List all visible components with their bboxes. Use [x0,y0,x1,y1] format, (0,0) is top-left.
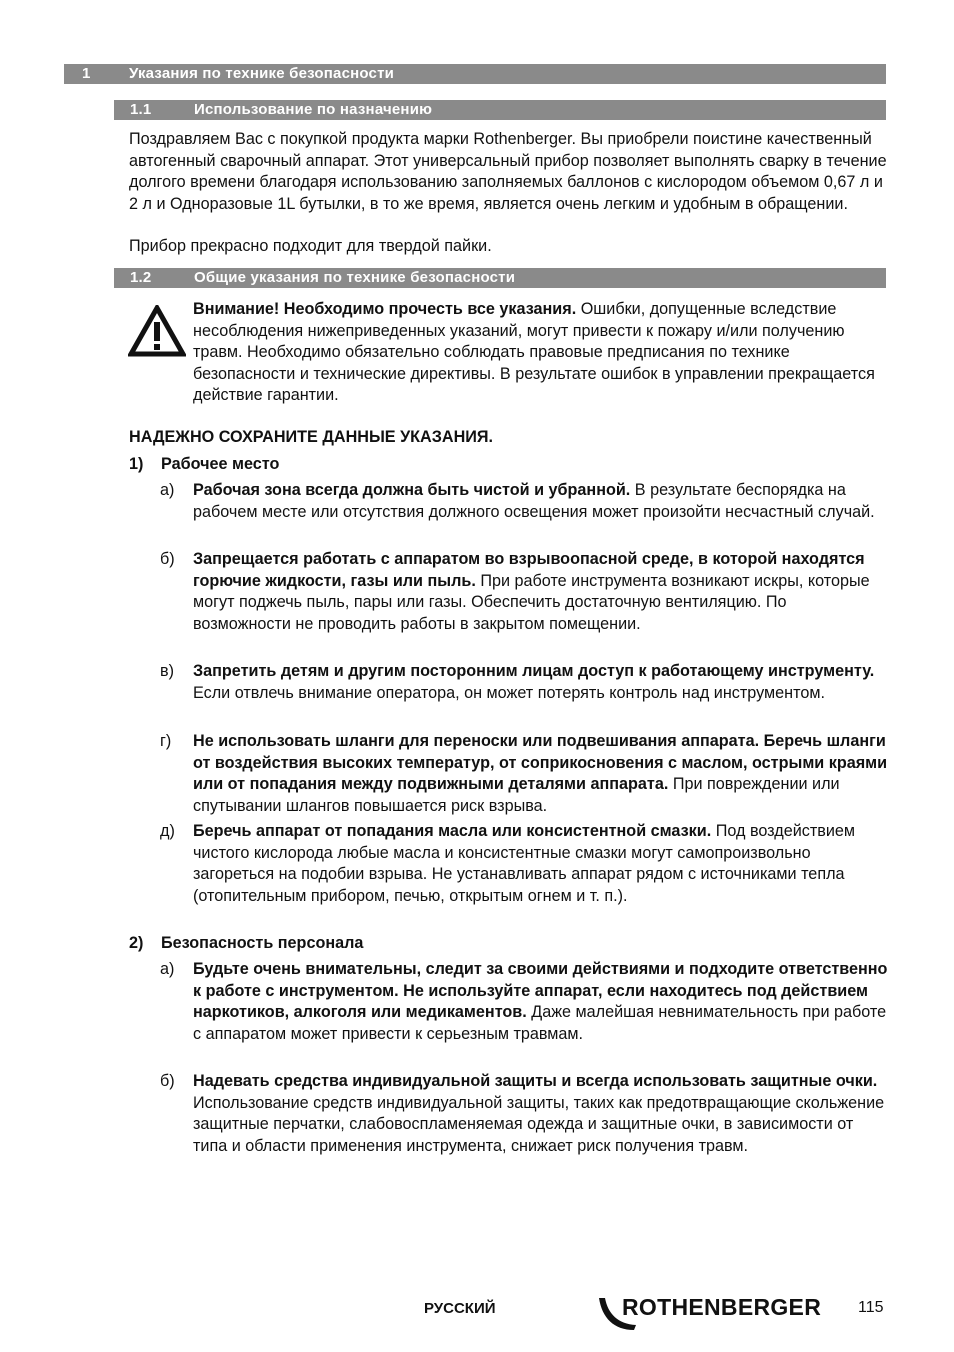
list-item [160,731,888,817]
list-item-bold: Беречь аппарат от попадания масла или консистентной смазки. [193,822,712,840]
list-item [160,549,888,635]
intro-paragraph: Поздравляем Вас с покупкой продукта марки Rothenberger. Вы приобрели поистине качественный автогенный сварочный аппарат. Этот универсальный прибор позволяет выполнять сварку в течение долгого времени благодаря использованию заполняемых баллонов с кислородом объемом 0,67 л и 2 л и Одноразовые 1L бутылки, в то же время, является очень легким и удобным в обращении. [129,130,887,213]
list-item-letter: б) [160,1072,175,1090]
list-item-bold: Надевать средства индивидуальной защиты и всегда использовать защитные очки. [193,1072,878,1090]
keep-instructions: НАДЕЖНО СОХРАНИТЕ ДАННЫЕ УКАЗАНИЯ. [129,428,494,446]
list-item [160,821,888,907]
list-item-text: Под воздействием чистого кислорода любые масла и консистентные смазки могут самопроизвольно загореться на подобии взрыва. Не устанавливать аппарат рядом с источниками тепла (отопительным прибором, печью, открытым огнем и т. п.). [193,822,856,905]
list-item [160,661,888,704]
subsection-header-1 [114,100,886,120]
subsection-title: Использование по назначению [194,101,433,118]
section-heading-number: 2) [129,934,144,952]
list-item-bold: Не использовать шланги для переноски или подвешивания аппарата. Беречь шланги от воздействия высоких температур, от соприкосновения с маслом, острыми краями или от попадания между подвижными деталями аппарата. [193,732,888,793]
list-item-letter: а) [160,481,175,499]
list-item [160,959,888,1045]
warning-body: Ошибки, допущенные вследствие несоблюдения нижеприведенных указаний, могут привести к пожару и/или получению травм. Необходимо обязательно соблюдать правовые предписания по технике безопасности и технические директивы. В результате ошибок в управлении прекращается действие гарантии. [193,300,875,404]
list-item-text: В результате беспорядка на рабочем месте или отсутствия должного освещения может произойти несчастный случай. [193,481,875,521]
subsection-number: 1.1 [130,101,152,118]
section-title: Указания по технике безопасности [129,65,395,82]
subsection-header-2 [114,268,886,288]
section-heading [129,455,279,474]
section-heading-number: 1) [129,455,144,473]
list-item-text: Даже малейшая невнимательность при работе с аппаратом может привести к серьезным травмам. [193,1003,887,1043]
section-header [64,64,886,84]
subsection-title: Общие указания по технике безопасности [194,269,516,286]
list-item-bold: Будьте очень внимательны, следит за своими действиями и подходите ответственно к работе с инструментом. Не используйте аппарат, если находитесь под действием наркотиков, алкоголя или медикаментов. [193,960,888,1021]
subsection-number: 1.2 [130,269,152,286]
list-item-bold: Запретить детям и другим посторонним лицам доступ к работающему инструменту. [193,662,875,680]
warning-text [193,299,893,407]
warning-bold: Внимание! Необходимо прочесть все указания. [193,300,577,318]
list-item [160,480,888,523]
list-item-text: При повреждении или спутывании шлангов повышается риск взрыва. [193,775,840,815]
list-item-letter: б) [160,550,175,568]
list-item-text: Использование средств индивидуальной защиты, таких как предотвращающие скольжение защитные перчатки, слабовоспламеняемая одежда и защитные очки, в зависимости от типа и области применения инструмента, снижает риск получения травм. [193,1093,885,1155]
section-heading-title: Безопасность персонала [161,934,364,952]
list-item-bold: Запрещается работать с аппаратом во взрывоопасной среде, в которой находятся горючие жидкости, газы или пыль. [193,550,865,590]
list-item-letter: д) [160,822,175,840]
section-number: 1 [82,65,91,82]
page-number: 115 [858,1299,884,1316]
list-item-bold: Рабочая зона всегда должна быть чистой и убранной. [193,481,631,499]
list-item-letter: а) [160,960,175,978]
footer-language: РУССКИЙ [424,1300,496,1317]
list-item-letter: г) [160,732,172,750]
section-heading-title: Рабочее место [161,455,280,473]
list-item-text: Если отвлечь внимание оператора, он может потерять контроль над инструментом. [193,683,825,702]
list-item-letter: в) [160,662,174,680]
section-heading [129,934,363,953]
list-item-text: При работе инструмента возникают искры, которые могут поджечь пыль, пары или газы. Обеспечить достаточную вентиляцию. По возможности не проводить работы в закрытом помещении. [193,571,870,633]
brand-logo-text: ROTHENBERGER [622,1294,822,1320]
warning-triangle-icon [128,305,186,357]
list-item [160,1071,888,1157]
intro-paragraph-2: Прибор прекрасно подходит для твердой пайки. [129,237,492,255]
